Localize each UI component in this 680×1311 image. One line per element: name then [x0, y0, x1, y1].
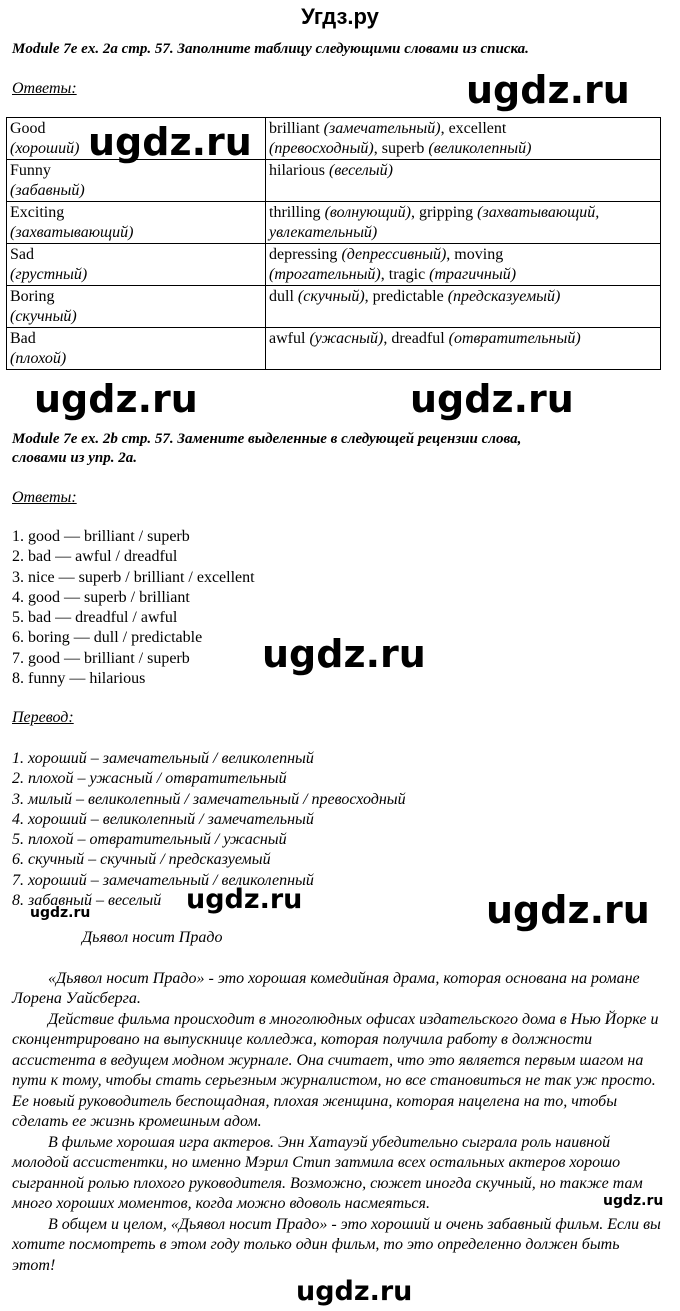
synonym-translation: (превосходный)	[269, 140, 374, 157]
answer-item: 1. good — brilliant / superb	[12, 528, 190, 545]
synonym-translation: (трогательный)	[269, 266, 381, 283]
adjective: Good	[10, 120, 46, 137]
synonym-word: superb	[381, 140, 425, 157]
synonyms-cell: awful (ужасный), dreadful (отвратительный)	[266, 328, 661, 370]
adjective-cell	[7, 286, 266, 328]
watermark: ugdz.ru	[30, 905, 91, 921]
answer-item: 5. bad — dreadful / awful	[12, 609, 178, 627]
exercise-2b-heading	[12, 430, 672, 468]
translation-item: 3. милый – великолепный / замечательный / превосходный	[12, 790, 406, 808]
adjective-translation: (забавный)	[10, 182, 85, 199]
synonyms-cell: brilliant (замечательный), excellent (превосходный), superb (великолепный)	[266, 118, 661, 160]
answer-item: 2. bad — awful / dreadful	[12, 548, 178, 566]
synonym-word: excellent	[448, 120, 507, 137]
synonym-word: brilliant	[269, 120, 320, 137]
watermark: ugdz.ru	[296, 1276, 413, 1307]
watermark: ugdz.ru	[262, 632, 426, 676]
synonym-word: hilarious	[269, 162, 325, 179]
site-title: Угдз.ру	[301, 4, 379, 29]
adjective: Bad	[10, 330, 36, 347]
synonyms-cell: depressing (депрессивный), moving (трогательный), tragic (трагичный)	[266, 244, 661, 286]
adjective: Sad	[10, 246, 34, 263]
synonym-word: awful	[269, 330, 306, 347]
translation-item: 2. плохой – ужасный / отвратительный	[12, 770, 287, 788]
adjective-cell	[7, 328, 266, 370]
synonym-word: depressing	[269, 246, 338, 263]
adjective: Exciting	[10, 204, 65, 221]
table-row	[7, 160, 661, 202]
adjective-translation: (скучный)	[10, 308, 77, 325]
translation-item: 8. забавный – веселый	[12, 892, 162, 910]
adjective-cell	[7, 160, 266, 202]
synonym-translation: (замечательный)	[323, 120, 441, 137]
review-title: Дьявол носит Прадо	[82, 929, 223, 946]
watermark: ugdz.ru	[603, 1193, 664, 1209]
synonym-translation: (веселый)	[329, 162, 393, 179]
translation-label: Перевод:	[12, 709, 74, 726]
translation-item: 7. хороший – замечательный / великолепный	[12, 871, 314, 889]
synonym-translation: (трагичный)	[429, 266, 517, 283]
watermark: ugdz.ru	[88, 120, 252, 164]
answers-label-2b: Ответы:	[12, 489, 77, 506]
translation-item: 4. хороший – великолепный / замечательный	[12, 810, 314, 828]
synonym-translation: (волнующий)	[324, 204, 411, 221]
adjective-translation: (захватывающий)	[10, 224, 134, 241]
adjective: Boring	[10, 288, 55, 305]
synonym-word: gripping	[418, 204, 474, 221]
watermark: ugdz.ru	[410, 377, 574, 421]
synonym-translation: (отвратительный)	[448, 330, 581, 347]
table-row	[7, 328, 661, 370]
review-paragraph: В фильме хорошая игра актеров. Энн Хатауэй убедительно сыграла роль наивной молодой ассистентки, но именно Мэрил Стип затмила всех остальных актеров хорошо сыгранной ролью плохого руководителя. Возможно, сюжет иногда скучный, но также там много хороших моментов, когда можно вдоволь насмеяться.	[12, 1133, 643, 1212]
adjective-translation: (хороший)	[10, 140, 80, 157]
review-text	[12, 928, 664, 1276]
adjective-translation: (плохой)	[10, 350, 67, 367]
watermark: ugdz.ru	[34, 377, 198, 421]
answer-item: 3. nice — superb / brilliant / excellent	[12, 568, 255, 586]
synonyms-cell: dull (скучный), predictable (предсказуемый)	[266, 286, 661, 328]
adjective-cell	[7, 202, 266, 244]
table-row	[7, 286, 661, 328]
watermark: ugdz.ru	[186, 884, 303, 915]
adjective-translation: (грустный)	[10, 266, 88, 283]
adjective: Funny	[10, 162, 51, 179]
translation-item: 1. хороший – замечательный / великолепный	[12, 750, 314, 767]
synonyms-cell: thrilling (волнующий), gripping (захватывающий, увлекательный)	[266, 202, 661, 244]
synonym-translation: (великолепный)	[428, 140, 532, 157]
synonym-word: tragic	[388, 266, 426, 283]
synonym-word: moving	[454, 246, 504, 263]
translation-item: 6. скучный – скучный / предсказуемый	[12, 851, 271, 869]
synonyms-cell	[266, 160, 661, 202]
watermark: ugdz.ru	[486, 888, 650, 932]
review-paragraph: Действие фильма происходит в многолюдных офисах издательского дома в Нью Йорке и сконцентрировано на выпускнице колледжа, которая получила работу в должности ассистента в ведущем модном журнале. Она считает, что это является первым шагом на пути к тому, чтобы стать серьезным журналистом, но все становиться не так уж просто. Ее новый руководитель беспощадная, плохая женщина, которая нацелена на то, чтобы сделать ее жизнь кромешным адом.	[12, 1010, 659, 1130]
synonym-translation: (скучный)	[297, 288, 365, 305]
answers-label-2a: Ответы:	[12, 80, 77, 97]
adjective-cell	[7, 244, 266, 286]
synonym-translation: (предсказуемый)	[447, 288, 561, 305]
table-row	[7, 202, 661, 244]
table-row	[7, 244, 661, 286]
translation-item: 5. плохой – отвратительный / ужасный	[12, 831, 287, 849]
synonym-word: dull	[269, 288, 294, 305]
exercise-2b-heading-line: словами из упр. 2а.	[12, 450, 138, 466]
synonym-translation: (депрессивный)	[341, 246, 447, 263]
synonym-word: dreadful	[391, 330, 445, 347]
synonym-translation: (захватывающий,	[477, 204, 600, 221]
exercise-2b-heading-line: Module 7e ex. 2b стр. 57. Замените выделенные в следующей рецензии слова,	[12, 431, 522, 447]
exercise-2a-heading: Module 7e ex. 2a стр. 57. Заполните таблицу следующими словами из списка.	[12, 41, 529, 57]
answer-item: 4. good — superb / brilliant	[12, 588, 190, 606]
answer-item: 7. good — brilliant / superb	[12, 649, 190, 667]
answers-list	[12, 527, 255, 689]
synonym-word: predictable	[372, 288, 444, 305]
answer-item: 6. boring — dull / predictable	[12, 629, 203, 647]
answer-item: 8. funny — hilarious	[12, 670, 146, 688]
synonym-translation: увлекательный)	[269, 224, 378, 241]
synonym-word: thrilling	[269, 204, 321, 221]
review-paragraph: «Дьявол носит Прадо» - это хорошая комедийная драма, которая основана на романе Лорена Уайсберга.	[12, 969, 640, 1007]
review-paragraph: В общем и целом, «Дьявол носит Прадо» - это хороший и очень забавный фильм. Если вы хотите посмотреть в этом году только один фильм, то это определенно должен быть этот!	[12, 1215, 661, 1274]
synonym-translation: (ужасный)	[309, 330, 384, 347]
watermark: ugdz.ru	[466, 68, 630, 112]
